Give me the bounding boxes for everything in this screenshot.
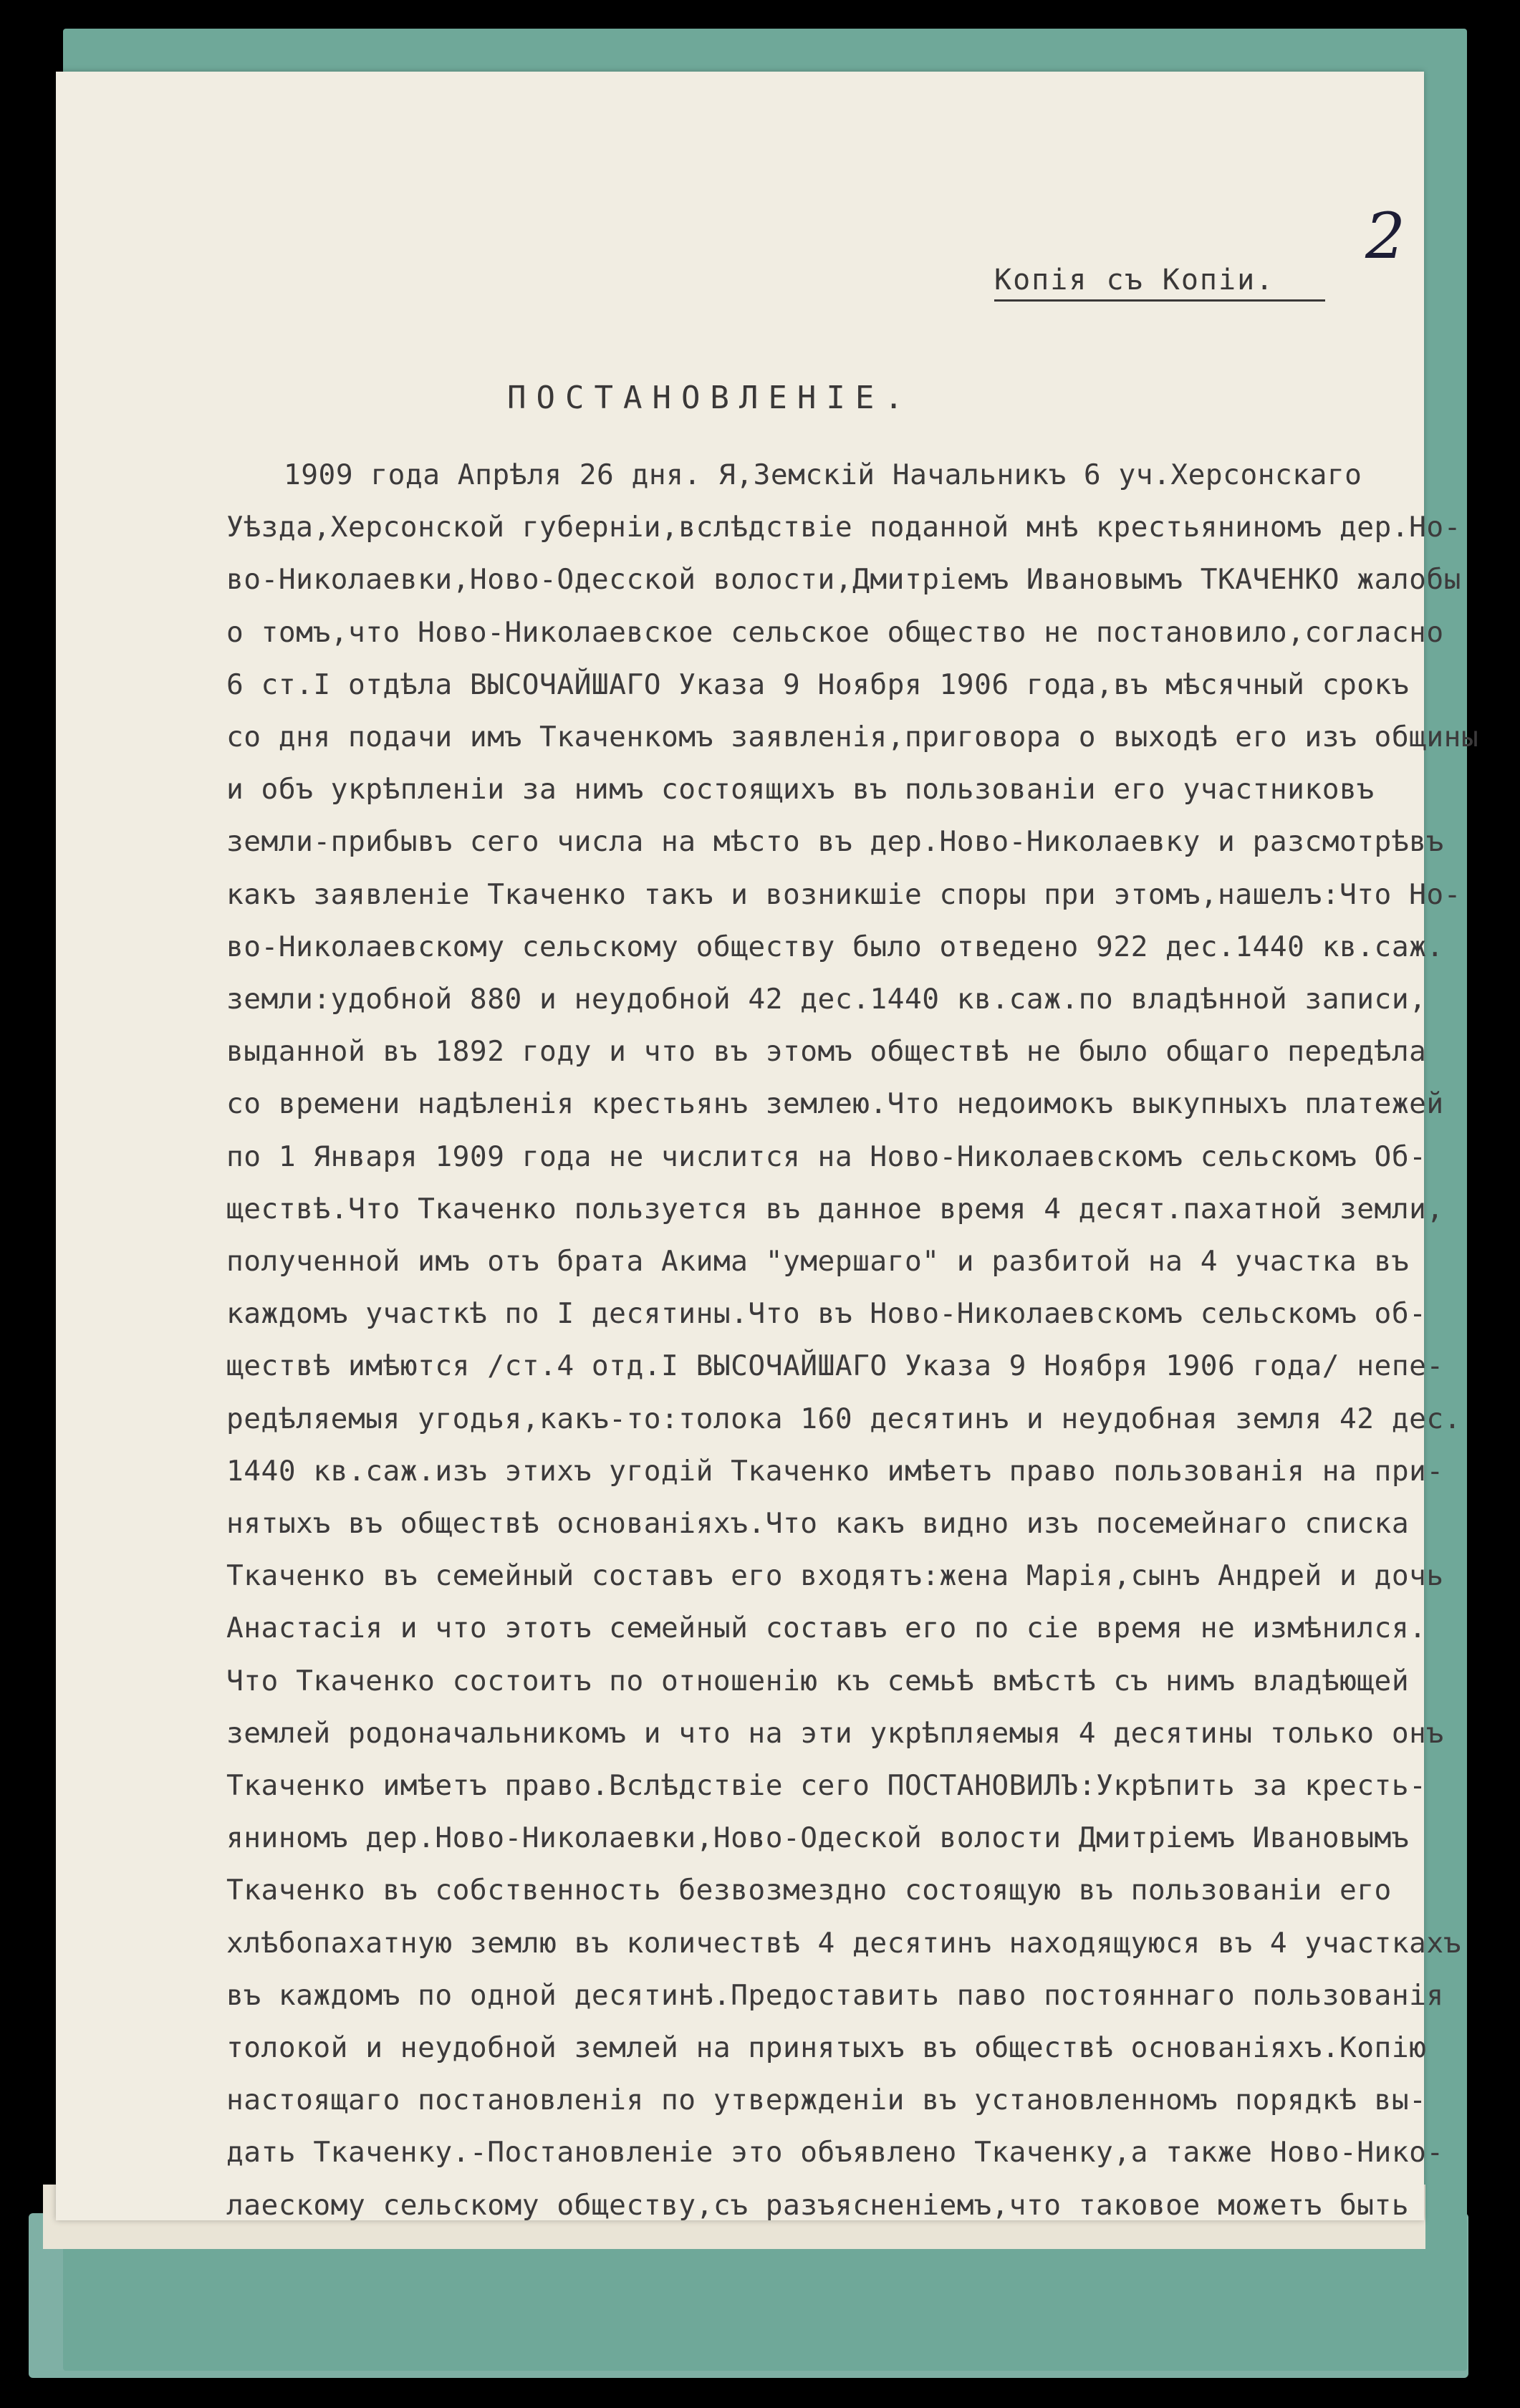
text-line: землей родоначальникомъ и что на эти укрѣпляемыя 4 десятины только онъ [226, 1716, 1444, 1750]
text-line: 6 ст.I отдѣла ВЫСОЧАЙШАГО Указа 9 Ноября 1906 года,въ мѣсячный срокъ [226, 668, 1410, 701]
text-line: 1440 кв.саж.изъ этихъ угодій Ткаченко имѣетъ право пользованія на при- [226, 1454, 1444, 1488]
page-number: 2 [1365, 199, 1405, 273]
text-line: во-Николаевки,Ново-Одесской волости,Дмитріемъ Ивановымъ ТКАЧЕНКО жалобы [226, 563, 1461, 597]
text-line: Уѣзда,Херсонской губерніи,вслѣдствіе поданной мнѣ крестьяниномъ дер.Но- [226, 511, 1461, 544]
text-line: яниномъ дер.Ново-Николаевки,Ново-Одеской волости Дмитріемъ Ивановымъ [226, 1821, 1410, 1855]
text-line: полученной имъ отъ брата Акима "умершаго" и разбитой на 4 участка въ [226, 1245, 1410, 1278]
text-line: каждомъ участкѣ по I десятины.Что въ Ново-Николаевскомъ сельскомъ об- [226, 1297, 1427, 1331]
document-title: ПОСТАНОВЛЕНІЕ. [507, 380, 913, 416]
text-line: хлѣбопахатную землю въ количествѣ 4 десятинъ находящуюся въ 4 участкахъ [226, 1926, 1461, 1960]
text-line: о томъ,что Ново-Николаевское сельское общество не постановило,согласно [226, 615, 1444, 649]
copy-heading: Копія съ Копіи. [994, 264, 1325, 302]
text-line: лаескому сельскому обществу,съ разъясненіемъ,что таковое можетъ быть [226, 2188, 1410, 2222]
text-line: ществѣ.Что Ткаченко пользуется въ данное время 4 десят.пахатной земли, [226, 1192, 1444, 1225]
text-line: выданной въ 1892 году и что въ этомъ обществѣ не было общаго передѣла [226, 1035, 1427, 1069]
text-line: земли:удобной 880 и неудобной 42 дес.1440 кв.саж.по владѣнной записи, [226, 983, 1427, 1016]
text-line: земли-прибывъ сего числа на мѣсто въ дер.Ново-Николаевку и разсмотрѣвъ [226, 825, 1444, 859]
text-line: со дня подачи имъ Ткаченкомъ заявленія,приговора о выходѣ его изъ общины [226, 721, 1479, 753]
document-page [56, 72, 1479, 2222]
text-line: Что Ткаченко состоитъ по отношенію къ семьѣ вмѣстѣ съ нимъ владѣющей [226, 1664, 1410, 1697]
text-line: какъ заявленіе Ткаченко такъ и возникшіе споры при этомъ,нашелъ:Что Но- [226, 877, 1461, 911]
text-line: со времени надѣленія крестьянъ землею.Что недоимокъ выкупныхъ платежей [226, 1087, 1444, 1121]
text-line: дать Ткаченку.-Постановленіе это объявлено Ткаченку,а также Ново-Нико- [226, 2136, 1444, 2169]
text-line: ществѣ имѣются /ст.4 отд.I ВЫСОЧАЙШАГО Указа 9 Ноября 1906 года/ непе- [226, 1349, 1444, 1383]
text-line: нятыхъ въ обществѣ основаніяхъ.Что какъ видно изъ посемейнаго списка [226, 1507, 1410, 1540]
text-line: Ткаченко въ семейный составъ его входятъ:жена Марія,сынъ Андрей и дочь [226, 1559, 1444, 1593]
text-line: толокой и неудобной землей на принятыхъ въ обществѣ основаніяхъ.Копію [226, 2031, 1427, 2064]
text-line: по 1 Января 1909 года не числится на Ново-Николаевскомъ сельскомъ Об- [226, 1140, 1427, 1173]
text-line: во-Николаевскому сельскому обществу было отведено 922 дес.1440 кв.саж. [226, 930, 1444, 963]
text-line: редѣляемыя угодья,какъ-то:толока 160 десятинъ и неудобная земля 42 дес. [226, 1402, 1461, 1435]
text-line: въ каждомъ по одной десятинѣ.Предоставить паво постояннаго пользованія [226, 1978, 1444, 2012]
text-line: Анастасія и что этотъ семейный составъ его по сіе время не измѣнился. [226, 1612, 1427, 1645]
text-line: Ткаченко въ собственность безвозмездно состоящую въ пользованіи его [226, 1874, 1392, 1907]
text-line: настоящаго постановленія по утвержденіи въ установленномъ порядкѣ вы- [226, 2084, 1427, 2117]
text-line: 1909 года Апрѣля 26 дня. Я,Земскій Начальникъ 6 уч.Херсонскаго [284, 458, 1362, 491]
text-line: и объ укрѣпленіи за нимъ состоящихъ въ пользованіи его участниковъ [226, 773, 1375, 806]
text-line: Ткаченко имѣетъ право.Вслѣдствіе сего ПОСТАНОВИЛЪ:Укрѣпить за кресть- [226, 1769, 1427, 1802]
